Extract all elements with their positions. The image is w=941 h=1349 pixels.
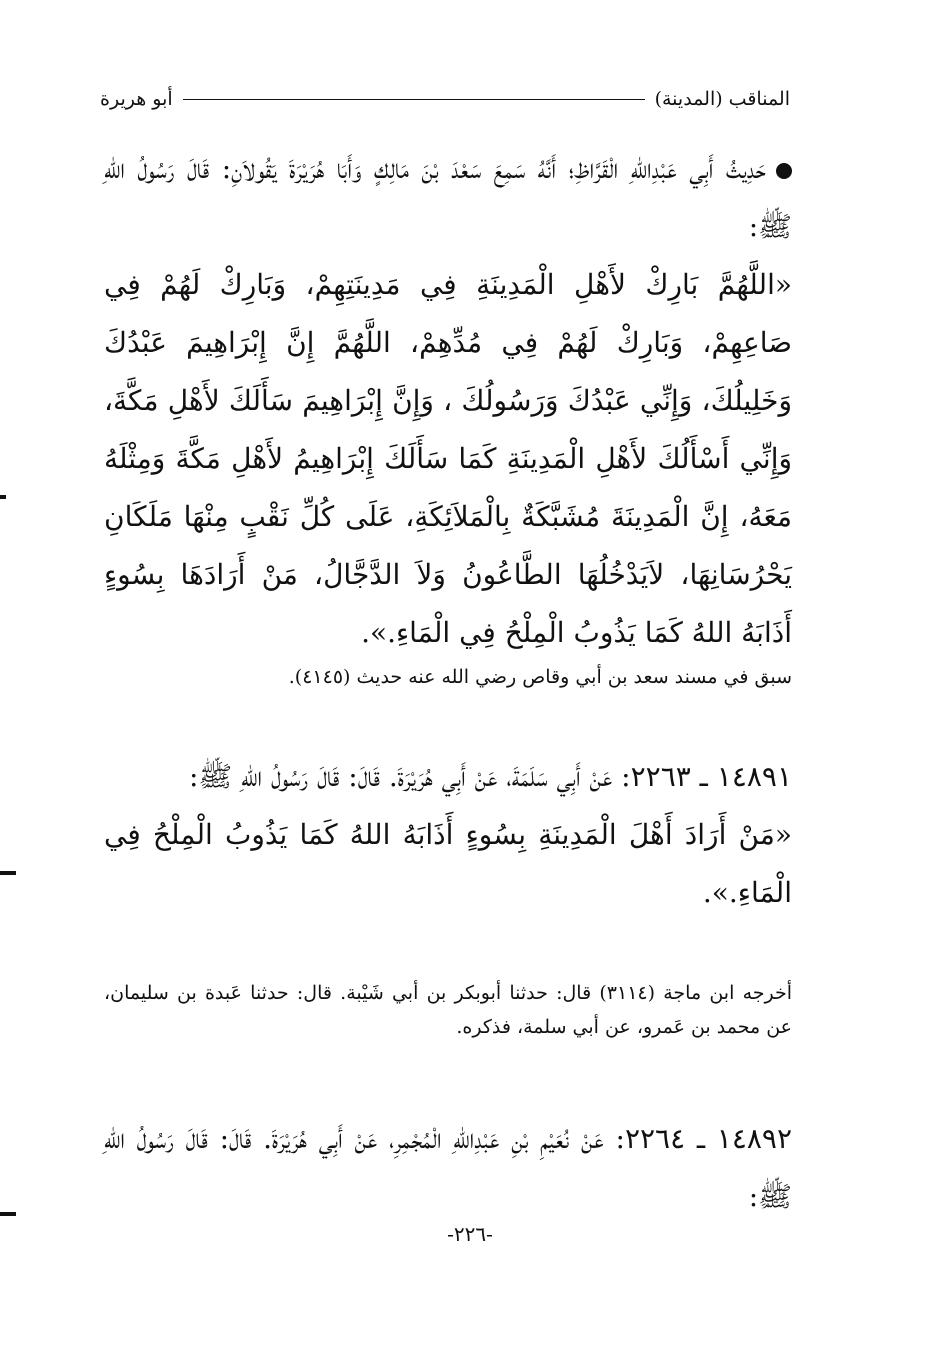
hadith-1-text: «اللَّهُمَّ بَارِكْ لأَهْلِ الْمَدِينَةِ فِي مَدِينَتِهِمْ، وَبَارِكْ لَهُمْ فِي صَاعِهِمْ، وَبَارِكْ لَهُمْ فِي مُدِّهِمْ، اللَّهُمَّ إِنَّ إِبْرَاهِيمَ عَبْدُكَ وَخَلِيلُكَ، وَإِنِّي عَبْدُكَ وَرَسُولُكَ ، وَإِنَّ إِبْرَاهِيمَ سَأَلَكَ لأَهْلِ مَكَّةَ، وَإِنِّي أَسْأَلُكَ لأَهْلِ الْمَدِينَةِ كَمَا سَأَلَكَ إِبْرَاهِيمُ لأَهْلِ مَكَّةَ وَمِثْلَهُ مَعَهُ، إِنَّ الْمَدِينَةَ مُشَبَّكَةٌ بِالْمَلاَئِكَةِ، عَلَى كُلِّ نَقْبٍ مِنْهَا مَلَكَانِ يَحْرُسَانِهَا، لاَيَدْخُلُهَا الطَّاعُونُ وَلاَ الدَّجَّالُ، مَنْ أَرَادَهَا بِسُوءٍ أَذَابَهُ اللهُ كَمَا يَذُوبُ الْمِلْحُ فِي الْمَاءِ.». [104,268,792,649]
header-chapter-title: المناقب (المدينة) [654,88,790,110]
hadith-2-intro: ١٤٨٩١ ـ ٢٢٦٣: عَنْ أَبِي سَلَمَةَ، عَنْ أَبِي هُرَيْرَةَ. قَالَ: قَالَ رَسُولُ اللهِ ﷺ: [188,760,792,793]
hadith-1-intro: حَدِيثُ أَبِي عَبْدِاللهِ الْقَرَّاظِ؛ أَنَّهُ سَمِعَ سَعْدَ بْنَ مَالِكٍ وَأَبَا هُرَيْرَةَ يَقُولاَنِ: قَالَ رَسُولُ اللهِ ﷺ: [104,152,792,243]
hadith-block-1 [104,140,792,662]
footnote-1 [104,660,792,694]
footnote-2 [104,976,792,1044]
footnote-1-text: سبق في مسند سعد بن أبي وقاص رضي الله عنه حديث (٤١٤٥). [288,666,792,688]
bullet-icon [776,163,792,179]
hadith-2-text: «مَنْ أَرَادَ أَهْلَ الْمَدِينَةِ بِسُوءٍ أَذَابَهُ اللهُ كَمَا يَذُوبُ الْمِلْحُ فِي الْمَاءِ.». [104,818,792,909]
header-rule [183,99,645,100]
header-narrator-name: أبو هريرة [100,88,173,110]
scan-edge-mark [0,1212,16,1216]
scan-edge-mark [0,495,6,499]
hadith-block-3 [104,1110,792,1226]
hadith-block-2 [104,748,792,922]
running-header [100,84,790,114]
scan-edge-mark [0,871,16,875]
page-number: -٢٢٦- [447,1222,493,1246]
footnote-2-text: أخرجه ابن ماجة (٣١١٤) قال: حدثنا أبوبكر بن أبي شَيْبة. قال: حدثنا عَبدة بن سليمان، عن محمد بن عَمرو، عن أبي سلمة، فذكره. [104,982,793,1038]
hadith-3-intro: ١٤٨٩٢ ـ ٢٢٦٤: عَنْ نُعَيْمِ بْنِ عَبْدِاللهِ الْمُجْمِرِ، عَنْ أَبِي هُرَيْرَةَ. قَالَ: قَالَ رَسُولُ اللهِ ﷺ: [104,1122,792,1213]
